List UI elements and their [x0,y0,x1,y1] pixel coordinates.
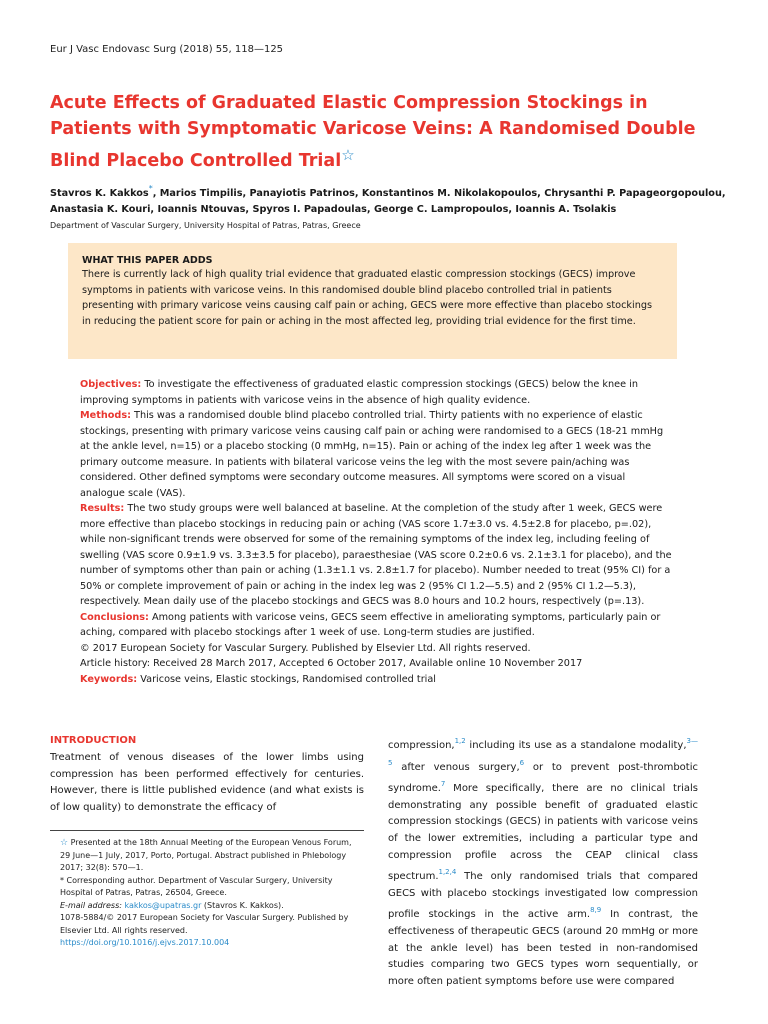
citation-link[interactable]: 1,2,4 [438,868,457,877]
copyright-notice: © 2017 European Society for Vascular Surgery. Published by Elsevier Ltd. All rights reserved. [80,642,531,654]
methods-text: This was a randomised double blind placebo controlled trial. Thirty patients with no experience of elastic stockings, presenting with primary varicose veins causing calf pain or aching were randomised to a GECS (18-21 mmHg at the ankle level, n=15) or a placebo stocking (0 mmHg, n=15). Pain or aching of the index leg after 1 week was the primary outcome measure. In patients with bilateral varicose veins the leg with the most severe pain/aching was considered. Other defined symptoms were secondary outcome measures. All symptoms were scored on a visual analogue scale (VAS). [80,410,664,499]
email-link[interactable]: kakkos@upatras.gr [124,900,202,910]
body-text: including its use as a standalone modality, [465,740,687,751]
article-title-text: Acute Effects of Graduated Elastic Compression Stockings in Patients with Symptomatic Varicose Veins: A Randomised Double Blind Placebo Controlled Trial [50,93,696,171]
footnote-email [50,900,364,913]
email-owner: (Stavros K. Kakkos). [201,900,284,910]
introduction-heading: INTRODUCTION [50,735,137,746]
objectives-label: Objectives: [80,379,142,390]
results-text: The two study groups were well balanced at baseline. At the completion of the study after 1 week, GECS were more effective than placebo stockings in reducing pain or aching (VAS score 1.7±3.0 vs. 4.5±2.8 for placebo, p=.02), while non-significant trends were observed for some of the remaining symptoms of the index leg, including feeling of swelling (VAS score 0.9±1.9 vs. 3.3±3.5 for placebo), paraesthesiae (VAS score 0.2±0.6 vs. 2.1±3.1 for placebo), and the number of symptoms other than pain or aching (1.3±1.1 vs. 2.8±1.7 for placebo). Number needed to treat (95% CI) for a 50% or complete improvement of pain or aching in the index leg was 2 (95% CI 1.2—5.5) and 2 (95% CI 1.2—5.3), respectively. Mean daily use of the placebo stockings and GECS was 8.0 hours and 10.2 hours, respectively (p=.13). [80,503,672,607]
keywords-text: Varicose veins, Elastic stockings, Randomised controlled trial [137,673,437,685]
author-list-line2: Anastasia K. Kouri, Ioannis Ntouvas, Spyros I. Papadoulas, George C. Lampropoulos, Ioannis A. Tsolakis [50,204,617,215]
what-this-paper-adds-text: There is currently lack of high quality trial evidence that graduated elastic compression stockings (GECS) improve symptoms in patients with varicose veins. In this randomised double blind placebo controlled trial in patients presenting with primary varicose veins causing calf pain or aching, GECS were more effective than placebo stockings in reducing the patient score for pain or aching in the most affected leg, providing trial evidence for the first time. [82,269,653,327]
email-label: E-mail address: [60,900,125,910]
body-text: after venous surgery, [392,761,520,773]
author-list-line1: , Marios Timpilis, Panayiotis Patrinos, Konstantinos M. Nikolakopoulos, Chrysanthi P. Papageorgopoulou, [152,188,726,199]
citation-link[interactable]: 7 [440,780,446,789]
what-this-paper-adds-box [68,243,677,359]
keywords-label: Keywords: [80,673,138,685]
citation-link[interactable]: 3—5 [388,737,698,767]
citation-link[interactable]: 1,2 [454,737,466,745]
abstract-results [80,501,672,610]
objectives-text: To investigate the effectiveness of graduated elastic compression stockings (GECS) below the knee in improving symptoms in patients with varicose veins in the absence of high quality evidence. [80,379,638,406]
body-text: or to prevent post-thrombotic syndrome. [388,761,698,795]
footnote-presented [50,837,364,875]
corresponding-author: Stavros K. Kakkos [50,188,149,199]
introduction-text: Treatment of venous diseases of the lower limbs using compression has been performed effectively for centuries. However, there is little published evidence (and what exists is of low quality) to demonstrate the efficacy of [50,752,364,813]
citation-link[interactable]: 6 [519,758,525,767]
results-label: Results: [80,503,125,514]
footnote-issn: 1078-5884/© 2017 European Society for Vascular Surgery. Published by Elsevier Ltd. All rights reserved. [60,913,349,935]
footnote-presented-text: Presented at the 18th Annual Meeting of the European Venous Forum, 29 June—1 July, 2017, Porto, Portugal. Abstract published in Phlebology 2017; 32(8): 570—1. [60,838,352,872]
doi-link[interactable]: https://doi.org/10.1016/j.ejvs.2017.10.004 [60,938,230,947]
methods-label: Methods: [80,410,131,421]
author-list [50,181,730,218]
article-title [50,90,710,174]
corresponding-author-mark[interactable]: * [148,184,153,193]
footnotes [50,830,364,950]
title-footnote-star-icon[interactable]: ☆ [341,146,355,164]
journal-citation: Eur J Vasc Endovasc Surg (2018) 55, 118—125 [50,44,284,55]
body-text: The only randomised trials that compared GECS with placebo stockings investigated low compression profile stockings in the active arm. [388,871,698,921]
body-text: More specifically, there are no clinical trials demonstrating any possible benefit of graduated elastic compression stockings (GECS) in patients with varicose veins of the lower extremities, including a particular type and compression profile across the CEAP clinical class spectrum. [388,783,698,883]
abstract [80,377,672,687]
affiliation: Department of Vascular Surgery, University Hospital of Patras, Patras, Greece [50,221,361,230]
left-column [50,735,364,816]
what-this-paper-adds-heading: WHAT THIS PAPER ADDS [82,255,213,266]
keywords [80,672,672,688]
footnote-star-icon: ☆ [60,838,69,848]
right-column-paragraph [388,733,698,990]
citation-link[interactable]: 8,9 [590,906,602,915]
article-history: Article history: Received 28 March 2017, Accepted 6 October 2017, Available online 10 November 2017 [80,658,583,669]
abstract-objectives [80,377,672,408]
conclusions-label: Conclusions: [80,611,149,623]
abstract-methods [80,408,672,501]
body-text: compression, [388,740,455,751]
conclusions-text: Among patients with varicose veins, GECS seem effective in ameliorating symptoms, particularly pain or aching, compared with placebo stockings after 1 week of use. Long-term studies are justified. [80,611,661,638]
right-column [388,733,698,990]
abstract-conclusions [80,610,672,641]
body-text: In contrast, the effectiveness of therapeutic GECS (around 20 mmHg or more at the ankle level) has been tested in non-randomised studies comparing two GECS types worn sequentially, or more often patient symptoms before use were compared [388,909,698,987]
footnote-corresponding: * Corresponding author. Department of Vascular Surgery, University Hospital of Patras, Patras, 26504, Greece. [60,875,333,897]
